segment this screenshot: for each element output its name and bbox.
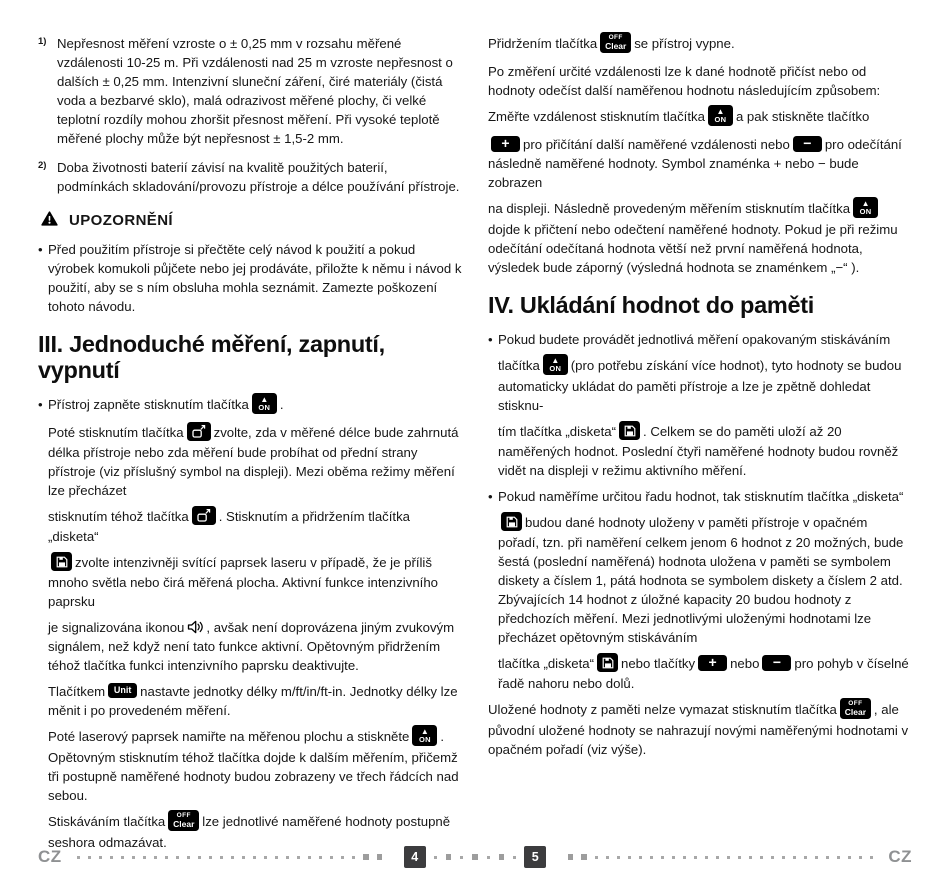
text-run: Tlačítkem	[48, 684, 106, 700]
text-run: UPOZORNĚNÍ	[69, 212, 174, 229]
text-run: zvolte intenzivněji svítící paprsek laseru v případě, že je příliš mnoho světla nebo čirá měřená plocha. Aktivní funkce intenzivního paprsku	[48, 555, 438, 610]
footer-dot	[377, 854, 383, 860]
footer-dot	[308, 856, 311, 859]
footer-dot	[176, 856, 179, 859]
text-run: . Opětovným stisknutím téhož tlačítka dojde k dalším měřením, přičemž tři postupně naměřené hodnoty budou zobrazeny ve třech řádcích nad sebou.	[48, 729, 459, 804]
text-run: .	[279, 397, 284, 413]
left-column	[38, 34, 462, 859]
list-marker: 2)	[38, 160, 47, 171]
paragraph	[38, 727, 462, 805]
footer-dot	[804, 856, 807, 859]
footer-dot	[363, 854, 369, 860]
bullet-paragraph	[488, 487, 912, 506]
paragraph	[38, 618, 462, 675]
footer-dot	[286, 856, 289, 859]
plus-button-icon: +	[698, 655, 727, 671]
list-marker: •	[38, 241, 43, 257]
language-code-right: CZ	[888, 847, 912, 866]
footer-dot	[99, 856, 102, 859]
text-run: , avšak není doprovázena jiným zvukovým signálem, než když není tato funkce aktivní. Opětovným přidržením téhož tlačítka funkci intenzivního paprsku deaktivujte.	[48, 620, 455, 674]
footer-dot	[242, 856, 245, 859]
text-run: III. Jednoduché měření, zapnutí, vypnutí	[38, 330, 385, 383]
text-run: tím tlačítka „disketa“	[498, 424, 616, 440]
warning-icon	[41, 211, 58, 226]
text-run: budou dané hodnoty uloženy v paměti přístroje v opačném pořadí, tzn. při naměření celkem jenom 6 hodnot z 20 možných, bude šestá (poslední naměřená) hodnota uložena v paměti se symbolem diskety a číslem 1, pátá hodnota se symbolem diskety a číslem 2 atd. Zbývajících 14 hodnot z úložné kapacity 20 budou hodnoty z předchozích měření. Mezi jednotlivými uloženými hodnotami lze přecházet opětovným stiskáváním	[498, 515, 904, 646]
footer-dot	[460, 856, 463, 859]
footer-dot	[446, 854, 452, 860]
text-run: tlačítka	[498, 358, 540, 374]
footer-dot	[143, 856, 146, 859]
footer-dot	[782, 856, 785, 859]
text-run: tlačítka „disketa“	[498, 656, 595, 672]
text-run: zvolte, zda v měřené délce bude zahrnutá délka přístroje nebo zda měření bude probíhat od přední strany přístroje (viz příslušný symbol na displeji). Mezi oběma režimy měření lze přecházet	[48, 425, 459, 499]
footer-dot	[694, 856, 697, 859]
text-run: Uložené hodnoty z paměti nelze vymazat stisknutím tlačítka	[488, 702, 837, 718]
footer-dot	[595, 856, 598, 859]
section-heading	[488, 292, 912, 318]
footer-dot	[121, 856, 124, 859]
footer-dot	[639, 856, 642, 859]
list-marker: •	[488, 489, 493, 505]
footer-dot	[319, 856, 322, 859]
footer-dot	[231, 856, 234, 859]
footer-dot	[198, 856, 201, 859]
footer-dot	[870, 856, 873, 859]
footer-dot	[826, 856, 829, 859]
footer-dot	[749, 856, 752, 859]
paragraph	[488, 513, 912, 647]
paragraph	[488, 62, 912, 100]
text-run: Změřte vzdálenost stisknutím tlačítka	[488, 109, 705, 125]
paragraph	[488, 107, 912, 128]
bullet-paragraph	[488, 330, 912, 349]
speaker-icon	[187, 620, 203, 634]
text-run: Přístroj zapněte stisknutím tlačítka	[48, 397, 249, 413]
footer-dot	[132, 856, 135, 859]
footer-dot	[487, 856, 490, 859]
text-run: lze jednotlivé naměřené hodnoty postupně seshora odmazávat.	[48, 814, 451, 851]
footer-dot	[683, 856, 686, 859]
footer-dot	[154, 856, 157, 859]
on-button-icon: ▲ ON	[708, 105, 733, 126]
text-run: na displeji. Následně provedeným měřením stisknutím tlačítka	[488, 201, 851, 217]
footer-dot	[220, 856, 223, 859]
text-run: nastavte jednotky délky m/ft/in/ft-in. Jednotky délky lze měnit i po provedeném měření.	[48, 684, 458, 719]
footer-dot	[815, 856, 818, 859]
text-run: Poté stisknutím tlačítka	[48, 425, 184, 441]
bullet-paragraph	[38, 240, 462, 316]
paragraph	[38, 423, 462, 500]
footer-dot	[848, 856, 851, 859]
footer-dot	[661, 856, 664, 859]
unit-button-icon: Unit	[108, 683, 137, 698]
language-code-left: CZ	[38, 847, 62, 866]
footer-dots-right	[552, 854, 888, 860]
minus-button-icon: −	[793, 136, 822, 152]
footer-dot	[650, 856, 653, 859]
list-marker: •	[488, 332, 493, 348]
footer-dot	[617, 856, 620, 859]
paragraph	[488, 34, 912, 55]
paragraph	[488, 654, 912, 693]
off-clear-button-icon: OFF Clear	[600, 32, 631, 53]
text-run: . Celkem se do paměti uloží až 20 naměřených hodnot. Poslední čtyři naměřené hodnoty budou rovněž vidět na displeji v režimu aktivního měření.	[498, 424, 899, 479]
text-run: nebo	[730, 656, 760, 672]
numbered-note	[38, 158, 462, 196]
section-heading	[38, 331, 462, 384]
footer-dot	[837, 856, 840, 859]
paragraph	[38, 682, 462, 720]
footer-dot	[77, 856, 80, 859]
text-run: se přístroj vypne.	[634, 36, 735, 51]
footer-dot	[771, 856, 774, 859]
footer-dot	[253, 856, 256, 859]
text-run: (pro potřebu získání více hodnot), tyto hodnoty se budou automaticky ukládat do paměti přístroje a lze je zpětně dohledat stisknu-	[498, 358, 902, 414]
footer-dot	[859, 856, 862, 859]
footer-dots-left	[62, 854, 398, 860]
text-run: pro pohyb v číselné řadě nahoru nebo dolů.	[498, 656, 909, 692]
footer-dot	[568, 854, 574, 860]
reference-button-icon	[187, 422, 211, 441]
footer-dot	[705, 856, 708, 859]
text-run: , ale původní uložené hodnoty se nahrazují novými naměřenými hodnotami v opačném pořadí (viz výše).	[488, 702, 909, 758]
text-run: . Stisknutím a přidržením tlačítka „disketa“	[48, 509, 411, 545]
footer-dots-middle	[434, 854, 517, 860]
off-clear-button-icon: OFF Clear	[840, 698, 871, 719]
diskette-button-icon	[51, 552, 72, 571]
paragraph	[488, 199, 912, 277]
on-button-icon: ▲ ON	[543, 354, 568, 375]
text-run: dojde k přičtení nebo odečtení naměřené hodnoty. Pokud je při režimu odečítání odečítaná hodnota větší než první naměřená hodnota, výsledek bude záporný (výsledná hodnota se znaménkem „−“ ).	[488, 222, 898, 276]
minus-button-icon: −	[762, 655, 791, 671]
footer-dot	[275, 856, 278, 859]
text-run: a pak stiskněte tlačítko	[735, 109, 870, 125]
footer-dot	[727, 856, 730, 859]
footer-dot	[165, 856, 168, 859]
text-run: Nepřesnost měření vzroste o ± 0,25 mm v rozsahu měřené vzdálenosti 10-25 m. Při vzdálenosti nad 25 m vzroste nepřesnost o dalších ± 0,25 mm. Intenzivní sluneční záření, čiré materiály (čistá voda a bezbarvé sklo), malá odrazivost měřené plochy, či velké teplotní rozdíly mohou zhoršit přesnost měření. Při vysoké teplotě měřené plochy může být nepřesnost ± 1,5-2 mm.	[57, 36, 453, 146]
footer-dot	[209, 856, 212, 859]
footer-dot	[110, 856, 113, 859]
plus-button-icon: +	[491, 136, 520, 152]
paragraph	[38, 507, 462, 546]
text-run: pro přičítání další naměřené vzdálenosti nebo	[523, 137, 790, 153]
numbered-note	[38, 34, 462, 148]
footer-dot	[341, 856, 344, 859]
paragraph	[488, 422, 912, 480]
page-number-right: 5	[524, 846, 546, 868]
text-run: Pokud budete provádět jednotlivá měření opakovaným stiskáváním	[498, 332, 891, 348]
footer-dot	[793, 856, 796, 859]
footer-dot	[606, 856, 609, 859]
diskette-button-icon	[501, 512, 522, 531]
footer-dot	[716, 856, 719, 859]
footer-dot	[264, 856, 267, 859]
list-marker: •	[38, 397, 43, 413]
footer-dot	[760, 856, 763, 859]
text-run: je signalizována ikonou	[48, 620, 185, 636]
footer-dot	[581, 854, 587, 860]
footer-dot	[672, 856, 675, 859]
reference-button-icon	[192, 506, 216, 525]
footer-dot	[513, 856, 516, 859]
footer-dot	[628, 856, 631, 859]
text-run: Přidržením tlačítka	[488, 36, 598, 51]
diskette-button-icon	[619, 421, 640, 440]
warning-heading	[38, 210, 462, 232]
page-footer	[38, 846, 912, 868]
diskette-button-icon	[597, 653, 618, 672]
footer-dot	[330, 856, 333, 859]
footer-dot	[88, 856, 91, 859]
footer-dot	[472, 854, 478, 860]
list-marker: 1)	[38, 36, 47, 47]
text-run: pro odečítání následně naměřené hodnoty. Symbol znaménka + nebo − bude zobrazen	[488, 137, 902, 191]
footer-dot	[434, 856, 437, 859]
footer-dot	[352, 856, 355, 859]
on-button-icon: ▲ ON	[853, 197, 878, 218]
text-run: Stiskáváním tlačítka	[48, 814, 166, 830]
paragraph	[488, 700, 912, 759]
off-clear-button-icon: OFF Clear	[168, 810, 199, 831]
text-run: Pokud naměříme určitou řadu hodnot, tak stisknutím tlačítka „disketa“	[498, 489, 904, 505]
footer-dot	[187, 856, 190, 859]
bullet-paragraph	[38, 395, 462, 416]
footer-dot	[297, 856, 300, 859]
text-run: IV. Ukládání hodnot do paměti	[488, 292, 814, 319]
footer-dot	[499, 854, 505, 860]
paragraph	[488, 135, 912, 192]
text-run: nebo tlačítky	[621, 656, 696, 672]
footer-dot	[738, 856, 741, 859]
text-run: Po změření určité vzdálenosti lze k dané hodnotě přičíst nebo od hodnoty odečíst další naměřenou hodnotu následujícím způsobem:	[488, 64, 881, 99]
text-run: Poté laserový paprsek namiřte na měřenou plochu a stiskněte	[48, 729, 410, 745]
paragraph	[38, 553, 462, 611]
page-number-left: 4	[404, 846, 426, 868]
right-column	[488, 34, 912, 859]
text-run: Doba životnosti baterií závisí na kvalitě použitých baterií, podmínkách skladování/provozu přístroje a délce používání přístroje.	[57, 160, 460, 194]
text-run: stisknutím téhož tlačítka	[48, 509, 189, 525]
on-button-icon: ▲ ON	[252, 393, 277, 414]
on-button-icon: ▲ ON	[412, 725, 437, 746]
paragraph	[488, 356, 912, 415]
text-run: Před použitím přístroje si přečtěte celý návod k použití a pokud výrobek komukoli půjčete nebo jej prodáváte, přiložte k němu i návod k použití, aby se s ním obsluha mohla seznámit. Zamezte poškození tohoto návodu.	[48, 241, 462, 314]
